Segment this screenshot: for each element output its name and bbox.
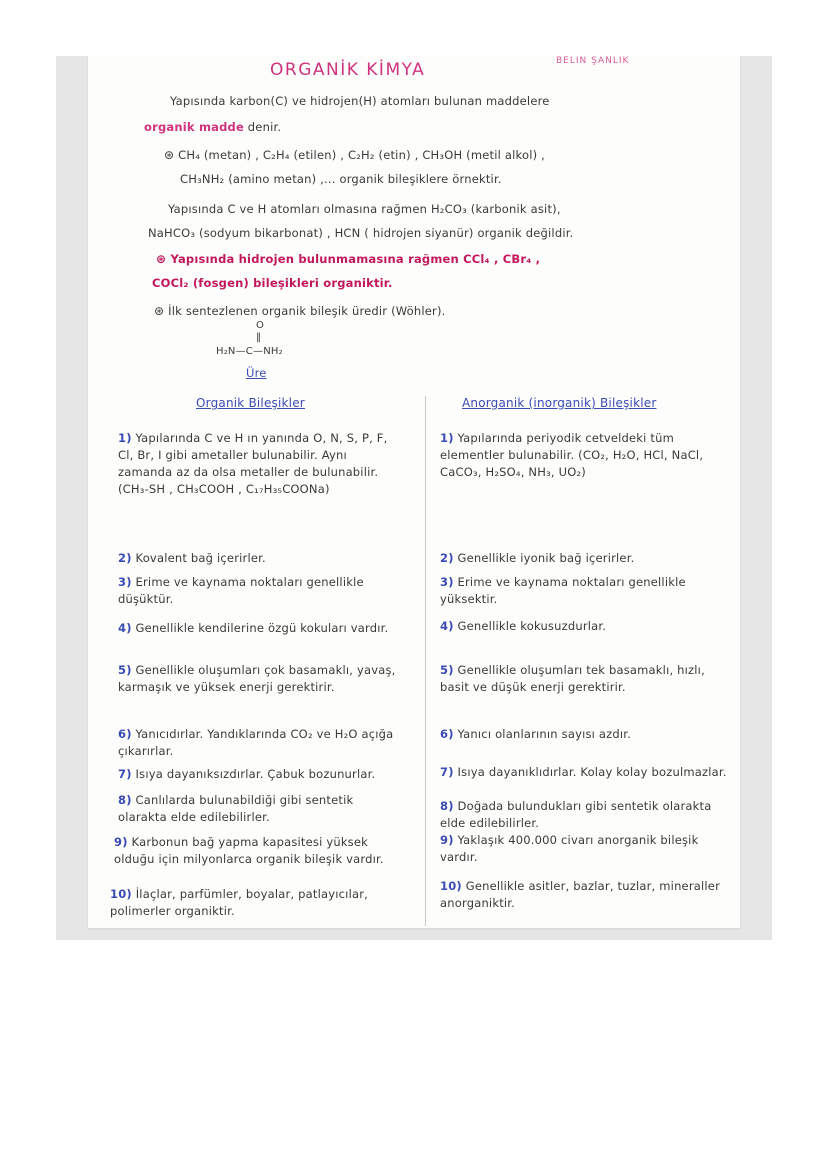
urea-line: [154, 304, 446, 318]
urea-formula: H₂N—C—NH₂: [216, 346, 283, 357]
corner-name: BELİN ŞANLIK: [556, 56, 630, 66]
urea-label: Üre: [246, 366, 267, 380]
item-number: 6): [118, 727, 132, 741]
page-title: ORGANİK KİMYA: [270, 60, 426, 80]
item-number: 3): [118, 575, 132, 589]
item-text: Yanıcı olanlarının sayısı azdır.: [457, 727, 632, 741]
organic-item: [118, 574, 404, 608]
column-divider: [425, 396, 426, 926]
item-text: Karbonun bağ yapma kapasitesi yüksek olduğu için milyonlarca organik bileşik vardır.: [114, 835, 384, 866]
bullet-star-icon: ⊛: [156, 252, 167, 266]
note-page: [88, 56, 740, 928]
organic-item: [118, 550, 404, 567]
organic-item: [118, 792, 404, 826]
pink-note-line-1: [156, 252, 540, 266]
inorganic-item: [440, 574, 730, 608]
organic-heading: Organik Bileşikler: [196, 396, 305, 410]
intro-line-2-rest: denir.: [243, 120, 282, 134]
inorganic-item: [440, 878, 730, 912]
organic-item: [110, 886, 410, 920]
examples-line-1: [164, 148, 545, 162]
inorganic-item: [440, 618, 730, 635]
item-number: 8): [118, 793, 132, 807]
organic-item: [118, 662, 404, 696]
item-number: 4): [440, 619, 454, 633]
item-number: 8): [440, 799, 454, 813]
item-text: Isıya dayanıklıdırlar. Kolay kolay bozulmazlar.: [457, 765, 727, 779]
intro-line-1: Yapısında karbon(C) ve hidrojen(H) atomları bulunan maddelere: [170, 94, 550, 108]
organic-item: [118, 430, 404, 498]
inorganic-heading: Anorganik (inorganik) Bileşikler: [462, 396, 657, 410]
inorganic-item: [440, 832, 730, 866]
item-text: Isıya dayanıksızdırlar. Çabuk bozunurlar.: [135, 767, 376, 781]
item-text: Yaklaşık 400.000 civarı anorganik bileşik vardır.: [440, 833, 699, 864]
item-text: İlaçlar, parfümler, boyalar, patlayıcılar, polimerler organiktir.: [110, 887, 368, 918]
item-number: 3): [440, 575, 454, 589]
organic-item: [114, 834, 404, 868]
item-number: 10): [110, 887, 132, 901]
item-number: 7): [440, 765, 454, 779]
item-text: Kovalent bağ içerirler.: [135, 551, 266, 565]
bullet-star-icon: ⊛: [164, 148, 175, 162]
item-text: Yanıcıdırlar. Yandıklarında CO₂ ve H₂O açığa çıkarırlar.: [118, 727, 394, 758]
item-number: 1): [118, 431, 132, 445]
item-text: Yapılarında C ve H ın yanında O, N, S, P, F, Cl, Br, I gibi ametaller bulunabilir. Aynı zamanda az da olsa metaller de bulunabilir. (CH₃-SH , CH₃COOH , C₁₇H₃₅COONa): [118, 431, 388, 496]
examples-text-1: CH₄ (metan) , C₂H₄ (etilen) , C₂H₂ (etin) , CH₃OH (metil alkol) ,: [178, 148, 546, 162]
intro-line-2: [144, 120, 281, 134]
organic-item: [118, 726, 404, 760]
item-number: 9): [114, 835, 128, 849]
item-text: Genellikle iyonik bağ içerirler.: [457, 551, 635, 565]
item-text: Genellikle oluşumları çok basamaklı, yavaş, karmaşık ve yüksek enerji gerektirir.: [118, 663, 396, 694]
item-number: 10): [440, 879, 462, 893]
item-text: Genellikle asitler, bazlar, tuzlar, mineraller anorganiktir.: [440, 879, 721, 910]
item-text: Yapılarında periyodik cetveldeki tüm elementler bulunabilir. (CO₂, H₂O, HCl, NaCl, CaCO₃, H₂SO₄, NH₃, UO₂): [440, 431, 704, 479]
organic-matter-term: organik madde: [144, 120, 244, 134]
pink-note-line-2: COCl₂ (fosgen) bileşikleri organiktir.: [152, 276, 393, 290]
item-number: 2): [440, 551, 454, 565]
inorganic-item: [440, 726, 730, 743]
inorganic-item: [440, 764, 730, 781]
item-number: 4): [118, 621, 132, 635]
pink-note-text-1: Yapısında hidrojen bulunmamasına rağmen CCl₄ , CBr₄ ,: [170, 252, 541, 266]
inorganic-item: [440, 662, 730, 696]
urea-text: İlk sentezlenen organik bileşik üredir (Wöhler).: [168, 304, 446, 318]
item-number: 1): [440, 431, 454, 445]
item-text: Erime ve kaynama noktaları genellikle yüksektir.: [440, 575, 686, 606]
exception-line-2: NaHCO₃ (sodyum bikarbonat) , HCN ( hidrojen siyanür) organik değildir.: [148, 226, 574, 240]
urea-oxygen: O: [256, 320, 265, 331]
item-text: Doğada bulundukları gibi sentetik olarakta elde edilebilirler.: [440, 799, 712, 830]
item-number: 7): [118, 767, 132, 781]
exception-line-1: Yapısında C ve H atomları olmasına rağmen H₂CO₃ (karbonik asit),: [168, 202, 561, 216]
item-text: Genellikle kendilerine özgü kokuları vardır.: [135, 621, 389, 635]
item-text: Genellikle oluşumları tek basamaklı, hızlı, basit ve düşük enerji gerektirir.: [440, 663, 705, 694]
item-number: 9): [440, 833, 454, 847]
item-number: 5): [118, 663, 132, 677]
organic-item: [118, 766, 418, 783]
bullet-star-icon: ⊛: [154, 304, 165, 318]
item-text: Erime ve kaynama noktaları genellikle düşüktür.: [118, 575, 364, 606]
item-text: Genellikle kokusuzdurlar.: [457, 619, 607, 633]
item-text: Canlılarda bulunabildiği gibi sentetik olarakta elde edilebilirler.: [118, 793, 354, 824]
inorganic-item: [440, 550, 730, 567]
item-number: 2): [118, 551, 132, 565]
examples-line-2: CH₃NH₂ (amino metan) ,... organik bileşiklere örnektir.: [180, 172, 502, 186]
inorganic-item: [440, 430, 730, 481]
urea-double-bond: ‖: [256, 332, 262, 343]
organic-item: [118, 620, 404, 637]
item-number: 6): [440, 727, 454, 741]
item-number: 5): [440, 663, 454, 677]
inorganic-item: [440, 798, 730, 832]
